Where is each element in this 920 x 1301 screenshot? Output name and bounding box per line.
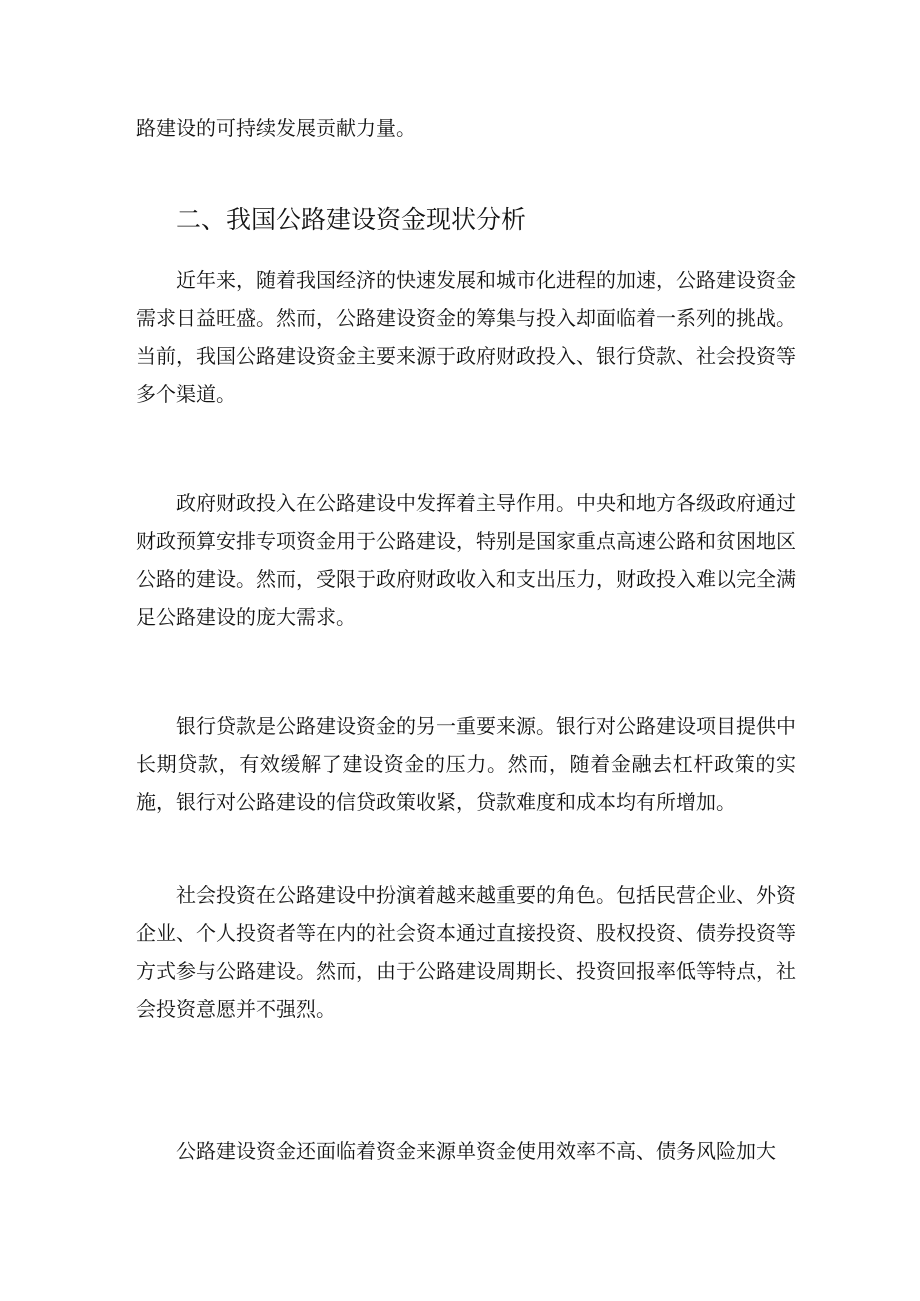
continuation-text: 路建设的可持续发展贡献力量。: [136, 116, 416, 140]
paragraph-bank-loans: 银行贷款是公路建设资金的另一重要来源。银行对公路建设项目提供中长期贷款，有效缓解了建设资金的压力。然而，随着金融去杠杆政策的实施，银行对公路建设的信贷政策收紧，贷款难度和成本均有所增加。: [136, 714, 796, 814]
paragraph-overview: 近年来，随着我国经济的快速发展和城市化进程的加速，公路建设资金需求日益旺盛。然而，公路建设资金的筹集与投入却面临着一系列的挑战。当前，我国公路建设资金主要来源于政府财政投入、银行贷款、社会投资等多个渠道。: [136, 268, 796, 406]
section-heading: 二、我国公路建设资金现状分析: [176, 205, 527, 234]
paragraph-government-funding: 政府财政投入在公路建设中发挥着主导作用。中央和地方各级政府通过财政预算安排专项资金用于公路建设，特别是国家重点高速公路和贫困地区公路的建设。然而，受限于政府财政收入和支出压力，财政投入难以完全满足公路建设的庞大需求。: [136, 491, 796, 629]
paragraph-challenges: 公路建设资金还面临着资金来源单资金使用效率不高、债务风险加大: [176, 1139, 776, 1163]
paragraph-social-investment: 社会投资在公路建设中扮演着越来越重要的角色。包括民营企业、外资企业、个人投资者等在内的社会资本通过直接投资、股权投资、债券投资等方式参与公路建设。然而，由于公路建设周期长、投资回报率低等特点，社会投资意愿并不强烈。: [136, 883, 796, 1021]
